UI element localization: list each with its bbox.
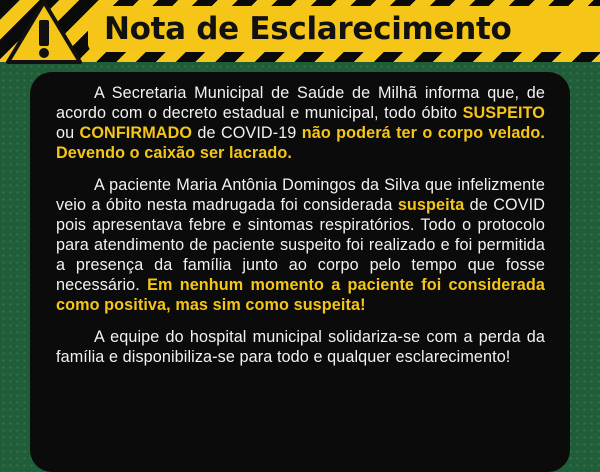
highlight-suspeito: SUSPEITO — [462, 104, 545, 122]
message-body — [56, 83, 545, 379]
paragraph-3: A equipe do hospital municipal solidariza-se com a perda da família e disponibiliza-se para todo e qualquer esclarecimento! — [56, 328, 545, 366]
paragraph-2: A paciente Maria Antônia Domingos da Silva que infelizmente veio a óbito nesta madrugada foi considerada suspeita de COVID pois apresentava febre e sintomas respiratórios. Todo o protocolo para atendimento de paciente suspeito foi realizado e foi permitida a presença da família junto ao corpo pelo tempo que fosse necessário. Em nenhum momento a paciente foi considerada como positiva, mas sim como suspeita! — [56, 176, 546, 314]
highlight-notice: não poderá ter o corpo velado. Devendo o caixão ser lacrado. — [56, 124, 545, 162]
title-banner — [88, 6, 600, 52]
warning-icon — [4, 0, 84, 68]
highlight-statement: Em nenhum momento a paciente foi considerada como positiva, mas sim como suspeita! — [56, 276, 546, 314]
highlight-confirmado: CONFIRMADO — [79, 124, 193, 142]
highlight-suspeita: suspeita — [397, 196, 465, 214]
paragraph-1: A Secretaria Municipal de Saúde de Milhã informa que, de acordo com o decreto estadual e municipal, todo óbito SUSPEITO ou CONFIRMADO de COVID-19 não poderá ter o corpo velado. Devendo o caixão ser lacrado. — [56, 84, 545, 162]
page-title: Nota de Esclarecimento — [104, 11, 512, 47]
